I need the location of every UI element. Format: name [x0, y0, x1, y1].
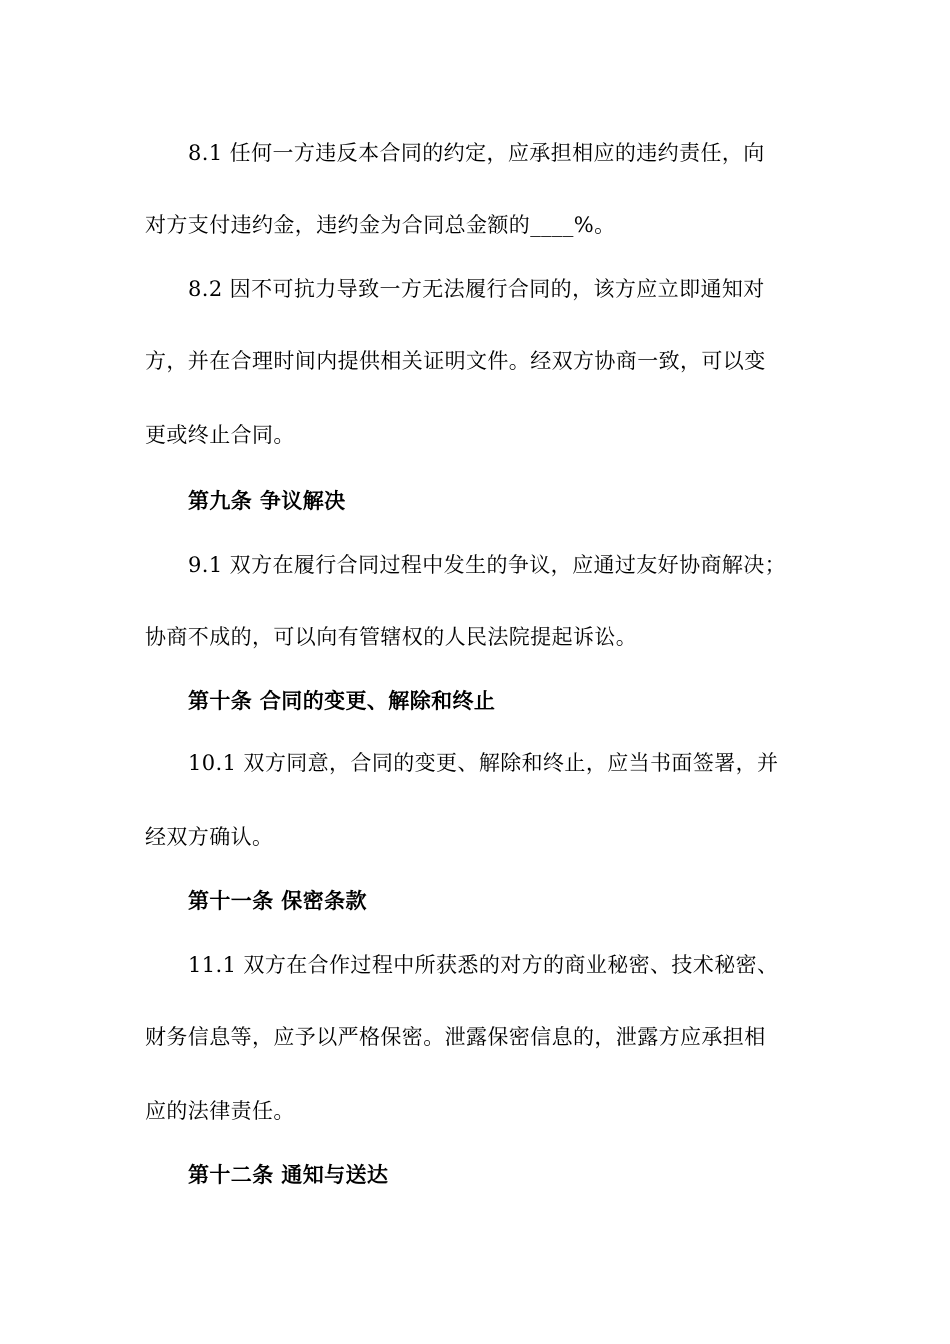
clause-9-1-line-1: 9.1 双方在履行合同过程中发生的争议，应通过友好协商解决；	[188, 553, 787, 577]
article-10-heading: 第十条 合同的变更、解除和终止	[188, 689, 496, 713]
clause-8-2-line-3: 更或终止合同。	[145, 423, 295, 447]
clause-10-1-line-2: 经双方确认。	[145, 825, 274, 849]
article-12-heading: 第十二条 通知与送达	[188, 1163, 389, 1187]
clause-8-2-line-2: 方，并在合理时间内提供相关证明文件。经双方协商一致，可以变	[145, 349, 766, 373]
clause-9-1-line-2: 协商不成的，可以向有管辖权的人民法院提起诉讼。	[145, 625, 638, 649]
article-11-heading: 第十一条 保密条款	[188, 889, 367, 913]
clause-8-2-line-1: 8.2 因不可抗力导致一方无法履行合同的，该方应立即通知对	[188, 277, 765, 301]
article-9-heading: 第九条 争议解决	[188, 489, 346, 513]
clause-10-1-line-1: 10.1 双方同意，合同的变更、解除和终止，应当书面签署，并	[188, 751, 779, 775]
clause-11-1-line-2: 财务信息等，应予以严格保密。泄露保密信息的，泄露方应承担相	[145, 1025, 766, 1049]
clause-8-1-line-1: 8.1 任何一方违反本合同的约定，应承担相应的违约责任，向	[188, 141, 765, 165]
clause-11-1-line-3: 应的法律责任。	[145, 1099, 295, 1123]
clause-8-1-line-2: 对方支付违约金，违约金为合同总金额的____%。	[145, 213, 616, 237]
clause-11-1-line-1: 11.1 双方在合作过程中所获悉的对方的商业秘密、技术秘密、	[188, 953, 779, 977]
